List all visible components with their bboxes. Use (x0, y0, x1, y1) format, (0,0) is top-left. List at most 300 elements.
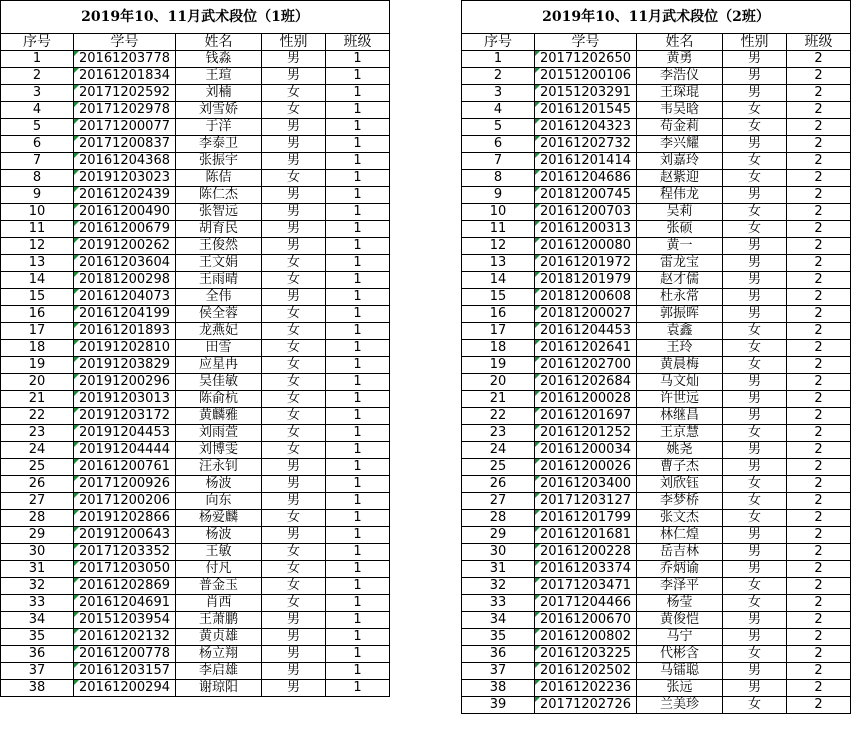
cell-class: 1 (326, 493, 390, 510)
cell-student-id: 20171200077 (74, 119, 176, 136)
cell-student-id: 20161200778 (74, 646, 176, 663)
cell-class: 1 (326, 476, 390, 493)
cell-name: 向东 (176, 493, 262, 510)
cell-student-id: 20161201681 (535, 527, 637, 544)
cell-index: 5 (1, 119, 74, 136)
table-row (1, 238, 390, 255)
cell-class: 2 (787, 306, 851, 323)
cell-student-id: 20191200262 (74, 238, 176, 255)
cell-class: 1 (326, 238, 390, 255)
cell-gender: 女 (723, 119, 787, 136)
cell-student-id: 20171202592 (74, 85, 176, 102)
cell-student-id: 20151203954 (74, 612, 176, 629)
cell-index: 18 (1, 340, 74, 357)
cell-index: 16 (1, 306, 74, 323)
cell-index: 35 (462, 629, 535, 646)
table-row (1, 102, 390, 119)
cell-gender: 男 (262, 68, 326, 85)
cell-student-id: 20161200034 (535, 442, 637, 459)
cell-student-id: 20171200837 (74, 136, 176, 153)
cell-index: 35 (1, 629, 74, 646)
cell-name: 黄麟雅 (176, 408, 262, 425)
cell-student-id: 20161204686 (535, 170, 637, 187)
cell-student-id: 20161202439 (74, 187, 176, 204)
table-row (462, 663, 851, 680)
table-row (462, 697, 851, 714)
cell-class: 1 (326, 357, 390, 374)
cell-name: 王瑄 (176, 68, 262, 85)
cell-student-id: 20151200106 (535, 68, 637, 85)
cell-gender: 男 (723, 629, 787, 646)
cell-name: 全伟 (176, 289, 262, 306)
table-row (462, 544, 851, 561)
cell-index: 2 (462, 68, 535, 85)
cell-class: 2 (787, 340, 851, 357)
cell-index: 24 (1, 442, 74, 459)
table-row (1, 612, 390, 629)
cell-index: 34 (1, 612, 74, 629)
cell-gender: 男 (723, 391, 787, 408)
cell-gender: 男 (262, 476, 326, 493)
cell-name: 王敏 (176, 544, 262, 561)
cell-class: 2 (787, 663, 851, 680)
table-row (1, 153, 390, 170)
cell-name: 兰美珍 (637, 697, 723, 714)
cell-index: 1 (1, 51, 74, 68)
cell-index: 23 (462, 425, 535, 442)
cell-name: 田雪 (176, 340, 262, 357)
cell-index: 29 (1, 527, 74, 544)
cell-class: 1 (326, 459, 390, 476)
cell-class: 1 (326, 442, 390, 459)
cell-class: 2 (787, 595, 851, 612)
cell-class: 1 (326, 340, 390, 357)
cell-student-id: 20171204466 (535, 595, 637, 612)
header-cell-index: 序号 (462, 34, 535, 51)
cell-class: 1 (326, 221, 390, 238)
cell-gender: 女 (262, 408, 326, 425)
cell-student-id: 20191204444 (74, 442, 176, 459)
cell-class: 2 (787, 323, 851, 340)
cell-gender: 女 (723, 425, 787, 442)
cell-gender: 女 (262, 357, 326, 374)
cell-student-id: 20171200206 (74, 493, 176, 510)
cell-gender: 男 (262, 459, 326, 476)
cell-gender: 男 (262, 527, 326, 544)
cell-gender: 女 (723, 221, 787, 238)
cell-gender: 男 (723, 663, 787, 680)
cell-index: 33 (1, 595, 74, 612)
table-row (462, 527, 851, 544)
header-cell-student-id: 学号 (74, 34, 176, 51)
table-row (462, 680, 851, 697)
table-row (1, 306, 390, 323)
cell-gender: 女 (723, 340, 787, 357)
cell-gender: 男 (262, 51, 326, 68)
cell-name: 于洋 (176, 119, 262, 136)
cell-name: 王萧鹏 (176, 612, 262, 629)
cell-class: 1 (326, 68, 390, 85)
cell-name: 张文杰 (637, 510, 723, 527)
table-row (462, 323, 851, 340)
cell-name: 韦吴晗 (637, 102, 723, 119)
cell-class: 1 (326, 391, 390, 408)
table-row (1, 204, 390, 221)
cell-gender: 女 (262, 391, 326, 408)
cell-name: 姚尧 (637, 442, 723, 459)
cell-name: 张智远 (176, 204, 262, 221)
cell-gender: 女 (262, 255, 326, 272)
cell-index: 39 (462, 697, 535, 714)
cell-class: 2 (787, 391, 851, 408)
header-cell-index: 序号 (1, 34, 74, 51)
cell-student-id: 20171202650 (535, 51, 637, 68)
cell-student-id: 20161203225 (535, 646, 637, 663)
cell-gender: 男 (262, 119, 326, 136)
cell-gender: 女 (262, 510, 326, 527)
cell-index: 9 (1, 187, 74, 204)
cell-class: 1 (326, 374, 390, 391)
cell-student-id: 20161204368 (74, 153, 176, 170)
cell-name: 王文娟 (176, 255, 262, 272)
cell-class: 1 (326, 323, 390, 340)
cell-class: 2 (787, 680, 851, 697)
table-row (462, 476, 851, 493)
table-row (1, 527, 390, 544)
cell-gender: 男 (262, 663, 326, 680)
cell-student-id: 20191203013 (74, 391, 176, 408)
table-row (1, 357, 390, 374)
cell-name: 王京慧 (637, 425, 723, 442)
table-row (462, 510, 851, 527)
cell-index: 15 (1, 289, 74, 306)
table-row (1, 442, 390, 459)
cell-gender: 女 (723, 646, 787, 663)
cell-class: 2 (787, 136, 851, 153)
cell-gender: 男 (723, 187, 787, 204)
cell-name: 林继昌 (637, 408, 723, 425)
cell-index: 7 (1, 153, 74, 170)
cell-student-id: 20161200294 (74, 680, 176, 697)
table-row (1, 136, 390, 153)
cell-class: 1 (326, 680, 390, 697)
table-row (462, 340, 851, 357)
cell-index: 25 (1, 459, 74, 476)
table-title: 2019年10、11月武术段位（1班） (1, 1, 390, 34)
cell-student-id: 20161204453 (535, 323, 637, 340)
cell-class: 1 (326, 544, 390, 561)
table-row (1, 561, 390, 578)
cell-gender: 男 (262, 221, 326, 238)
cell-student-id: 20191203829 (74, 357, 176, 374)
cell-class: 2 (787, 85, 851, 102)
table-row (462, 85, 851, 102)
cell-index: 25 (462, 459, 535, 476)
cell-index: 27 (462, 493, 535, 510)
table-row (1, 408, 390, 425)
cell-name: 赵才儒 (637, 272, 723, 289)
cell-gender: 女 (723, 493, 787, 510)
cell-gender: 男 (723, 238, 787, 255)
cell-gender: 男 (262, 187, 326, 204)
cell-gender: 女 (723, 323, 787, 340)
table-row (1, 272, 390, 289)
cell-gender: 男 (723, 255, 787, 272)
cell-gender: 男 (262, 629, 326, 646)
cell-index: 30 (1, 544, 74, 561)
cell-class: 2 (787, 442, 851, 459)
header-cell-name: 姓名 (637, 34, 723, 51)
cell-name: 岳吉林 (637, 544, 723, 561)
cell-index: 3 (462, 85, 535, 102)
table-row (1, 391, 390, 408)
cell-name: 付凡 (176, 561, 262, 578)
cell-class: 2 (787, 272, 851, 289)
cell-class: 1 (326, 510, 390, 527)
cell-gender: 女 (723, 102, 787, 119)
table-row (462, 153, 851, 170)
cell-index: 26 (1, 476, 74, 493)
cell-gender: 女 (723, 357, 787, 374)
cell-index: 37 (462, 663, 535, 680)
cell-name: 杨波 (176, 476, 262, 493)
cell-index: 13 (1, 255, 74, 272)
cell-gender: 男 (723, 85, 787, 102)
cell-gender: 女 (262, 323, 326, 340)
cell-student-id: 20161200679 (74, 221, 176, 238)
cell-student-id: 20161201697 (535, 408, 637, 425)
cell-gender: 男 (723, 544, 787, 561)
cell-name: 王雨晴 (176, 272, 262, 289)
cell-index: 8 (1, 170, 74, 187)
cell-student-id: 20161202502 (535, 663, 637, 680)
table-row (1, 119, 390, 136)
cell-gender: 女 (723, 170, 787, 187)
table-row (462, 255, 851, 272)
cell-class: 1 (326, 646, 390, 663)
table-row (1, 323, 390, 340)
cell-index: 38 (1, 680, 74, 697)
cell-name: 李泽平 (637, 578, 723, 595)
cell-index: 37 (1, 663, 74, 680)
cell-index: 17 (462, 323, 535, 340)
table-row (1, 680, 390, 697)
cell-student-id: 20161201972 (535, 255, 637, 272)
cell-student-id: 20171203471 (535, 578, 637, 595)
cell-name: 李启雄 (176, 663, 262, 680)
cell-index: 36 (1, 646, 74, 663)
cell-student-id: 20171200926 (74, 476, 176, 493)
cell-student-id: 20161202132 (74, 629, 176, 646)
cell-class: 2 (787, 153, 851, 170)
cell-class: 1 (326, 408, 390, 425)
cell-name: 袁鑫 (637, 323, 723, 340)
cell-gender: 男 (262, 612, 326, 629)
cell-name: 黄勇 (637, 51, 723, 68)
cell-name: 肖西 (176, 595, 262, 612)
cell-index: 27 (1, 493, 74, 510)
cell-name: 苟金莉 (637, 119, 723, 136)
cell-name: 代彬含 (637, 646, 723, 663)
cell-class: 1 (326, 51, 390, 68)
cell-index: 12 (1, 238, 74, 255)
cell-name: 雷龙宝 (637, 255, 723, 272)
cell-name: 刘雨萱 (176, 425, 262, 442)
cell-class: 2 (787, 510, 851, 527)
table-row (1, 85, 390, 102)
table-row (1, 170, 390, 187)
cell-student-id: 20191204453 (74, 425, 176, 442)
cell-index: 14 (1, 272, 74, 289)
cell-student-id: 20161203604 (74, 255, 176, 272)
cell-index: 28 (462, 510, 535, 527)
cell-gender: 男 (723, 561, 787, 578)
cell-name: 陈俞杭 (176, 391, 262, 408)
cell-student-id: 20181201979 (535, 272, 637, 289)
table-row (462, 238, 851, 255)
cell-class: 1 (326, 306, 390, 323)
cell-index: 28 (1, 510, 74, 527)
cell-gender: 男 (723, 442, 787, 459)
cell-index: 24 (462, 442, 535, 459)
cell-index: 11 (1, 221, 74, 238)
table-row (1, 340, 390, 357)
cell-class: 1 (326, 255, 390, 272)
header-cell-student-id: 学号 (535, 34, 637, 51)
cell-index: 6 (1, 136, 74, 153)
cell-name: 刘嘉玲 (637, 153, 723, 170)
cell-name: 马文灿 (637, 374, 723, 391)
cell-name: 胡育民 (176, 221, 262, 238)
cell-student-id: 20161202236 (535, 680, 637, 697)
cell-index: 17 (1, 323, 74, 340)
cell-class: 2 (787, 493, 851, 510)
cell-gender: 女 (262, 544, 326, 561)
cell-index: 19 (462, 357, 535, 374)
cell-student-id: 20161201545 (535, 102, 637, 119)
cell-index: 13 (462, 255, 535, 272)
cell-class: 1 (326, 663, 390, 680)
cell-class: 1 (326, 119, 390, 136)
table-row (1, 374, 390, 391)
cell-gender: 男 (723, 459, 787, 476)
cell-class: 2 (787, 408, 851, 425)
cell-index: 22 (1, 408, 74, 425)
cell-class: 2 (787, 578, 851, 595)
cell-index: 32 (1, 578, 74, 595)
cell-gender: 女 (723, 697, 787, 714)
table-row (1, 459, 390, 476)
cell-student-id: 20161202641 (535, 340, 637, 357)
cell-index: 33 (462, 595, 535, 612)
cell-gender: 女 (262, 85, 326, 102)
cell-student-id: 20161200080 (535, 238, 637, 255)
cell-class: 1 (326, 527, 390, 544)
cell-index: 11 (462, 221, 535, 238)
cell-class: 2 (787, 374, 851, 391)
cell-gender: 女 (262, 340, 326, 357)
cell-name: 王玲 (637, 340, 723, 357)
cell-class: 2 (787, 255, 851, 272)
cell-gender: 男 (262, 238, 326, 255)
cell-class: 2 (787, 102, 851, 119)
header-cell-class: 班级 (326, 34, 390, 51)
cell-student-id: 20171203127 (535, 493, 637, 510)
cell-class: 2 (787, 646, 851, 663)
cell-class: 2 (787, 238, 851, 255)
sheet-class-2 (461, 0, 851, 714)
cell-student-id: 20161202700 (535, 357, 637, 374)
cell-class: 2 (787, 221, 851, 238)
cell-name: 黄贞雄 (176, 629, 262, 646)
cell-gender: 女 (723, 510, 787, 527)
cell-name: 应星冉 (176, 357, 262, 374)
table-row (1, 493, 390, 510)
cell-gender: 女 (723, 476, 787, 493)
table-row (462, 170, 851, 187)
cell-student-id: 20191202866 (74, 510, 176, 527)
table-row (462, 408, 851, 425)
cell-index: 3 (1, 85, 74, 102)
cell-name: 刘雪娇 (176, 102, 262, 119)
table-row (462, 595, 851, 612)
cell-gender: 男 (723, 136, 787, 153)
cell-index: 29 (462, 527, 535, 544)
cell-index: 30 (462, 544, 535, 561)
cell-student-id: 20161204199 (74, 306, 176, 323)
cell-name: 王俊然 (176, 238, 262, 255)
cell-index: 20 (462, 374, 535, 391)
cell-class: 1 (326, 289, 390, 306)
cell-index: 10 (462, 204, 535, 221)
table-row (462, 629, 851, 646)
table-row (1, 578, 390, 595)
cell-class: 1 (326, 629, 390, 646)
cell-name: 陈佶 (176, 170, 262, 187)
cell-class: 2 (787, 544, 851, 561)
cell-index: 31 (1, 561, 74, 578)
cell-class: 1 (326, 187, 390, 204)
cell-class: 2 (787, 187, 851, 204)
cell-gender: 男 (262, 680, 326, 697)
table-row (1, 476, 390, 493)
cell-index: 4 (1, 102, 74, 119)
table-row (462, 561, 851, 578)
cell-index: 15 (462, 289, 535, 306)
cell-student-id: 20181200027 (535, 306, 637, 323)
cell-student-id: 20161201252 (535, 425, 637, 442)
cell-name: 杜永常 (637, 289, 723, 306)
cell-name: 刘楠 (176, 85, 262, 102)
cell-name: 吴莉 (637, 204, 723, 221)
cell-gender: 男 (723, 527, 787, 544)
cell-name: 乔炳谕 (637, 561, 723, 578)
header-cell-gender: 性别 (723, 34, 787, 51)
cell-class: 2 (787, 357, 851, 374)
cell-class: 1 (326, 170, 390, 187)
cell-name: 刘欣钰 (637, 476, 723, 493)
cell-student-id: 20161200703 (535, 204, 637, 221)
cell-student-id: 20161203778 (74, 51, 176, 68)
cell-student-id: 20161203400 (535, 476, 637, 493)
cell-gender: 男 (262, 493, 326, 510)
cell-index: 36 (462, 646, 535, 663)
table-row (462, 119, 851, 136)
cell-gender: 女 (262, 170, 326, 187)
cell-gender: 男 (262, 646, 326, 663)
cell-gender: 男 (262, 136, 326, 153)
cell-class: 2 (787, 425, 851, 442)
